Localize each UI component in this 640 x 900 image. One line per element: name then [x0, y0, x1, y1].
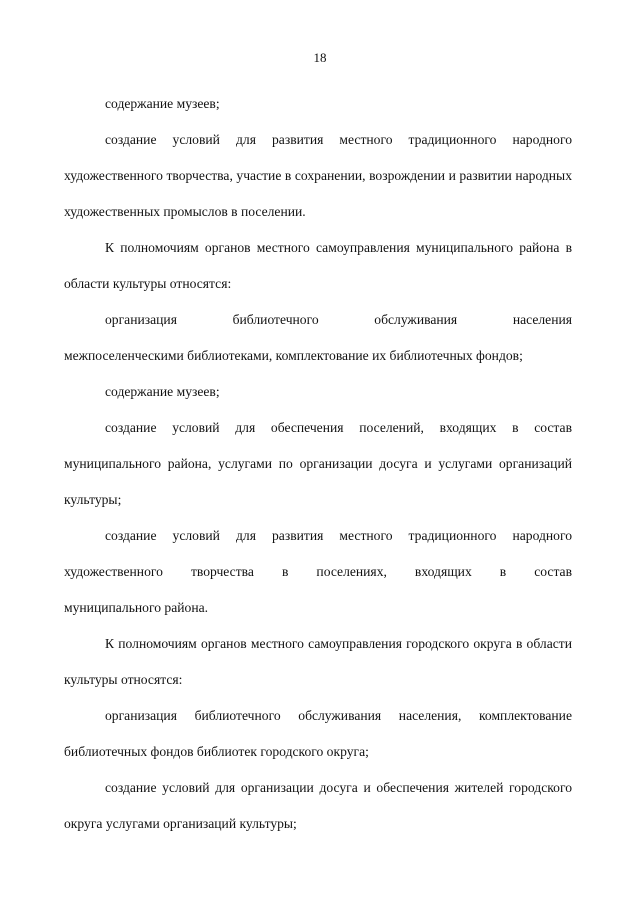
paragraph: организация библиотечного обслуживания населения, комплектование библиотечных фондов библиотек городского округа;	[64, 708, 572, 759]
paragraph: содержание музеев;	[105, 96, 220, 111]
paragraph-line: организация библиотечного обслуживания населения	[105, 312, 572, 327]
page-number: 18	[313, 50, 327, 65]
paragraph: К полномочиям органов местного самоуправления городского округа в области культуры относятся:	[64, 636, 572, 687]
paragraph-line: межпоселенческими библиотеками, комплектование их библиотечных фондов;	[64, 348, 523, 363]
document-body	[64, 86, 572, 842]
paragraph-line: муниципального района.	[64, 600, 209, 615]
paragraph: создание условий для развития местного традиционного народного художественного творчества, участие в сохранении, возрождении и развитии народных художественных промыслов в поселении.	[64, 132, 572, 219]
paragraph-line: художественного творчества в поселениях, входящих в состав	[64, 564, 572, 579]
paragraph: содержание музеев;	[105, 384, 220, 399]
paragraph: К полномочиям органов местного самоуправления муниципального района в области культуры относятся:	[64, 240, 572, 291]
paragraph-line: создание условий для развития местного традиционного народного	[105, 528, 572, 543]
paragraph: создание условий для обеспечения поселений, входящих в состав муниципального района, услугами по организации досуга и услугами организаций культуры;	[64, 420, 572, 507]
paragraph: создание условий для организации досуга и обеспечения жителей городского округа услугами организаций культуры;	[64, 780, 572, 831]
